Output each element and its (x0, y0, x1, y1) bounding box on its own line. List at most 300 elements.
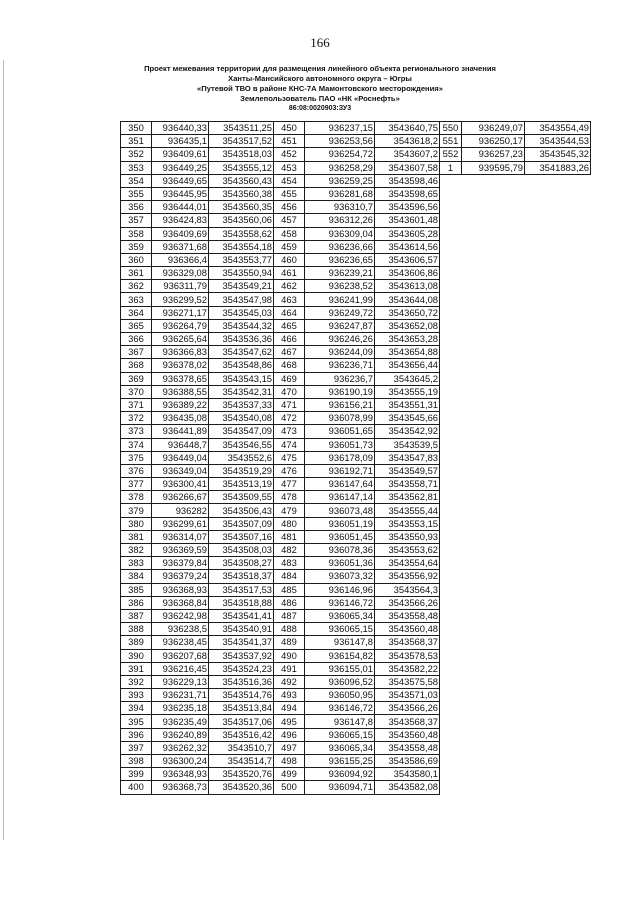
empty-cell (525, 702, 591, 715)
empty-cell (462, 240, 525, 253)
y-coordinate-cell: 3543514,7 (209, 755, 274, 768)
y-coordinate-cell: 3543544,53 (525, 135, 591, 148)
x-coordinate-cell: 936190,19 (305, 385, 375, 398)
point-number-cell: 500 (274, 781, 305, 794)
empty-cell (440, 187, 462, 200)
point-number-cell: 455 (274, 187, 305, 200)
x-coordinate-cell: 936262,32 (152, 741, 209, 754)
y-coordinate-cell: 3543568,37 (375, 715, 440, 728)
y-coordinate-cell: 3543517,52 (209, 135, 274, 148)
y-coordinate-cell: 3543548,86 (209, 359, 274, 372)
x-coordinate-cell: 936051,19 (305, 517, 375, 530)
x-coordinate-cell: 936409,69 (152, 227, 209, 240)
point-number-cell: 488 (274, 623, 305, 636)
x-coordinate-cell: 936310,7 (305, 201, 375, 214)
x-coordinate-cell: 936051,45 (305, 530, 375, 543)
table-row (121, 161, 591, 174)
x-coordinate-cell: 936388,55 (152, 385, 209, 398)
x-coordinate-cell: 936441,89 (152, 425, 209, 438)
point-number-cell: 467 (274, 346, 305, 359)
table-row (121, 451, 591, 464)
empty-cell (462, 755, 525, 768)
x-coordinate-cell: 936078,36 (305, 544, 375, 557)
point-number-cell: 485 (274, 583, 305, 596)
empty-cell (525, 306, 591, 319)
y-coordinate-cell: 3543644,08 (375, 293, 440, 306)
empty-cell (440, 596, 462, 609)
y-coordinate-cell: 3543547,09 (209, 425, 274, 438)
empty-cell (462, 689, 525, 702)
x-coordinate-cell: 936249,07 (462, 122, 525, 135)
point-number-cell: 491 (274, 662, 305, 675)
point-number-cell: 1 (440, 161, 462, 174)
empty-cell (462, 267, 525, 280)
left-margin-line (3, 60, 4, 840)
table-row (121, 689, 591, 702)
empty-cell (440, 649, 462, 662)
point-number-cell: 367 (121, 346, 152, 359)
y-coordinate-cell: 3543514,76 (209, 689, 274, 702)
x-coordinate-cell: 936265,64 (152, 333, 209, 346)
empty-cell (440, 583, 462, 596)
point-number-cell: 463 (274, 293, 305, 306)
y-coordinate-cell: 3543601,48 (375, 214, 440, 227)
point-number-cell: 493 (274, 689, 305, 702)
y-coordinate-cell: 3543555,12 (209, 161, 274, 174)
y-coordinate-cell: 3543551,31 (375, 398, 440, 411)
y-coordinate-cell: 3543542,31 (209, 385, 274, 398)
y-coordinate-cell: 3543508,27 (209, 557, 274, 570)
point-number-cell: 551 (440, 135, 462, 148)
x-coordinate-cell: 936369,59 (152, 544, 209, 557)
empty-cell (525, 253, 591, 266)
x-coordinate-cell: 936379,24 (152, 570, 209, 583)
empty-cell (440, 781, 462, 794)
x-coordinate-cell: 936240,89 (152, 728, 209, 741)
empty-cell (462, 201, 525, 214)
y-coordinate-cell: 3543537,92 (209, 649, 274, 662)
x-coordinate-cell: 936147,14 (305, 491, 375, 504)
x-coordinate-cell: 936050,95 (305, 689, 375, 702)
empty-cell (462, 464, 525, 477)
table-row (121, 135, 591, 148)
y-coordinate-cell: 3543582,08 (375, 781, 440, 794)
empty-cell (525, 451, 591, 464)
x-coordinate-cell: 936312,26 (305, 214, 375, 227)
y-coordinate-cell: 3543546,55 (209, 438, 274, 451)
x-coordinate-cell: 936238,52 (305, 280, 375, 293)
empty-cell (440, 530, 462, 543)
x-coordinate-cell: 936235,49 (152, 715, 209, 728)
y-coordinate-cell: 3543618,2 (375, 135, 440, 148)
point-number-cell: 468 (274, 359, 305, 372)
coordinates-table (120, 121, 591, 795)
empty-cell (440, 438, 462, 451)
point-number-cell: 550 (440, 122, 462, 135)
point-number-cell: 396 (121, 728, 152, 741)
empty-cell (462, 504, 525, 517)
empty-cell (462, 583, 525, 596)
empty-cell (525, 781, 591, 794)
point-number-cell: 458 (274, 227, 305, 240)
point-number-cell: 378 (121, 491, 152, 504)
point-number-cell: 498 (274, 755, 305, 768)
point-number-cell: 456 (274, 201, 305, 214)
y-coordinate-cell: 3541883,26 (525, 161, 591, 174)
table-row (121, 201, 591, 214)
point-number-cell: 358 (121, 227, 152, 240)
y-coordinate-cell: 3543541,41 (209, 609, 274, 622)
empty-cell (525, 187, 591, 200)
x-coordinate-cell: 936257,23 (462, 148, 525, 161)
table-row (121, 293, 591, 306)
y-coordinate-cell: 3543550,94 (209, 267, 274, 280)
point-number-cell: 381 (121, 530, 152, 543)
y-coordinate-cell: 3543558,62 (209, 227, 274, 240)
empty-cell (525, 425, 591, 438)
point-number-cell: 478 (274, 491, 305, 504)
x-coordinate-cell: 936309,04 (305, 227, 375, 240)
y-coordinate-cell: 3543607,58 (375, 161, 440, 174)
point-number-cell: 483 (274, 557, 305, 570)
point-number-cell: 400 (121, 781, 152, 794)
y-coordinate-cell: 3543539,5 (375, 438, 440, 451)
y-coordinate-cell: 3543568,37 (375, 636, 440, 649)
x-coordinate-cell: 936311,79 (152, 280, 209, 293)
empty-cell (440, 755, 462, 768)
empty-cell (525, 768, 591, 781)
table-row (121, 240, 591, 253)
y-coordinate-cell: 3543510,7 (209, 741, 274, 754)
empty-cell (462, 609, 525, 622)
empty-cell (440, 346, 462, 359)
empty-cell (462, 702, 525, 715)
y-coordinate-cell: 3543566,26 (375, 596, 440, 609)
point-number-cell: 480 (274, 517, 305, 530)
x-coordinate-cell: 936239,21 (305, 267, 375, 280)
x-coordinate-cell: 936266,67 (152, 491, 209, 504)
point-number-cell: 470 (274, 385, 305, 398)
empty-cell (462, 359, 525, 372)
x-coordinate-cell: 936244,09 (305, 346, 375, 359)
empty-cell (440, 412, 462, 425)
empty-cell (440, 662, 462, 675)
y-coordinate-cell: 3543560,48 (375, 623, 440, 636)
table-row (121, 557, 591, 570)
table-row (121, 372, 591, 385)
x-coordinate-cell: 936254,72 (305, 148, 375, 161)
y-coordinate-cell: 3543540,08 (209, 412, 274, 425)
y-coordinate-cell: 3543545,03 (209, 306, 274, 319)
point-number-cell: 461 (274, 267, 305, 280)
x-coordinate-cell: 936051,65 (305, 425, 375, 438)
x-coordinate-cell: 936246,26 (305, 333, 375, 346)
empty-cell (525, 755, 591, 768)
y-coordinate-cell: 3543558,71 (375, 478, 440, 491)
x-coordinate-cell: 936051,36 (305, 557, 375, 570)
empty-cell (462, 280, 525, 293)
point-number-cell: 380 (121, 517, 152, 530)
x-coordinate-cell: 936065,15 (305, 728, 375, 741)
point-number-cell: 492 (274, 675, 305, 688)
y-coordinate-cell: 3543606,86 (375, 267, 440, 280)
x-coordinate-cell: 939595,79 (462, 161, 525, 174)
y-coordinate-cell: 3543580,1 (375, 768, 440, 781)
x-coordinate-cell: 936156,21 (305, 398, 375, 411)
point-number-cell: 495 (274, 715, 305, 728)
x-coordinate-cell: 936299,52 (152, 293, 209, 306)
table-row (121, 504, 591, 517)
x-coordinate-cell: 936271,17 (152, 306, 209, 319)
x-coordinate-cell: 936216,45 (152, 662, 209, 675)
x-coordinate-cell: 936314,07 (152, 530, 209, 543)
point-number-cell: 373 (121, 425, 152, 438)
empty-cell (462, 319, 525, 332)
y-coordinate-cell: 3543550,93 (375, 530, 440, 543)
y-coordinate-cell: 3543541,37 (209, 636, 274, 649)
x-coordinate-cell: 936073,32 (305, 570, 375, 583)
y-coordinate-cell: 3543518,88 (209, 596, 274, 609)
y-coordinate-cell: 3543560,35 (209, 201, 274, 214)
empty-cell (440, 201, 462, 214)
x-coordinate-cell: 936236,66 (305, 240, 375, 253)
point-number-cell: 460 (274, 253, 305, 266)
x-coordinate-cell: 936094,71 (305, 781, 375, 794)
empty-cell (462, 478, 525, 491)
point-number-cell: 474 (274, 438, 305, 451)
empty-cell (525, 201, 591, 214)
empty-cell (525, 438, 591, 451)
x-coordinate-cell: 936207,68 (152, 649, 209, 662)
point-number-cell: 379 (121, 504, 152, 517)
x-coordinate-cell: 936264,79 (152, 319, 209, 332)
table-row (121, 187, 591, 200)
empty-cell (525, 385, 591, 398)
point-number-cell: 392 (121, 675, 152, 688)
x-coordinate-cell: 936073,48 (305, 504, 375, 517)
table-row (121, 570, 591, 583)
point-number-cell: 363 (121, 293, 152, 306)
y-coordinate-cell: 3543575,58 (375, 675, 440, 688)
x-coordinate-cell: 936192,71 (305, 464, 375, 477)
point-number-cell: 465 (274, 319, 305, 332)
y-coordinate-cell: 3543520,36 (209, 781, 274, 794)
empty-cell (462, 187, 525, 200)
empty-cell (525, 596, 591, 609)
empty-cell (440, 227, 462, 240)
y-coordinate-cell: 3543586,69 (375, 755, 440, 768)
point-number-cell: 357 (121, 214, 152, 227)
y-coordinate-cell: 3543553,15 (375, 517, 440, 530)
y-coordinate-cell: 3543506,43 (209, 504, 274, 517)
x-coordinate-cell: 936147,8 (305, 636, 375, 649)
y-coordinate-cell: 3543513,19 (209, 478, 274, 491)
y-coordinate-cell: 3543509,55 (209, 491, 274, 504)
y-coordinate-cell: 3543517,06 (209, 715, 274, 728)
y-coordinate-cell: 3543598,46 (375, 174, 440, 187)
empty-cell (525, 741, 591, 754)
table-row (121, 583, 591, 596)
point-number-cell: 472 (274, 412, 305, 425)
empty-cell (525, 517, 591, 530)
y-coordinate-cell: 3543545,66 (375, 412, 440, 425)
y-coordinate-cell: 3543524,23 (209, 662, 274, 675)
empty-cell (462, 333, 525, 346)
empty-cell (525, 319, 591, 332)
empty-cell (440, 253, 462, 266)
point-number-cell: 471 (274, 398, 305, 411)
empty-cell (462, 306, 525, 319)
y-coordinate-cell: 3543507,16 (209, 530, 274, 543)
empty-cell (525, 557, 591, 570)
x-coordinate-cell: 936440,33 (152, 122, 209, 135)
y-coordinate-cell: 3543508,03 (209, 544, 274, 557)
y-coordinate-cell: 3543517,53 (209, 583, 274, 596)
empty-cell (462, 438, 525, 451)
x-coordinate-cell: 936281,68 (305, 187, 375, 200)
table-row (121, 214, 591, 227)
point-number-cell: 481 (274, 530, 305, 543)
header-cadastral-number: 86:08:0020903:ЗУ3 (288, 105, 352, 112)
y-coordinate-cell: 3543582,22 (375, 662, 440, 675)
x-coordinate-cell: 936371,68 (152, 240, 209, 253)
x-coordinate-cell: 936065,34 (305, 609, 375, 622)
table-row (121, 333, 591, 346)
y-coordinate-cell: 3543553,77 (209, 253, 274, 266)
empty-cell (525, 398, 591, 411)
y-coordinate-cell: 3543544,32 (209, 319, 274, 332)
x-coordinate-cell: 936155,25 (305, 755, 375, 768)
x-coordinate-cell: 936378,02 (152, 359, 209, 372)
empty-cell (525, 464, 591, 477)
empty-cell (462, 544, 525, 557)
empty-cell (440, 319, 462, 332)
table-row (121, 544, 591, 557)
y-coordinate-cell: 3543613,08 (375, 280, 440, 293)
point-number-cell: 393 (121, 689, 152, 702)
x-coordinate-cell: 936368,93 (152, 583, 209, 596)
y-coordinate-cell: 3543555,44 (375, 504, 440, 517)
point-number-cell: 376 (121, 464, 152, 477)
point-number-cell: 452 (274, 148, 305, 161)
empty-cell (440, 609, 462, 622)
y-coordinate-cell: 3543605,28 (375, 227, 440, 240)
empty-cell (440, 478, 462, 491)
y-coordinate-cell: 3543537,33 (209, 398, 274, 411)
point-number-cell: 353 (121, 161, 152, 174)
empty-cell (525, 214, 591, 227)
x-coordinate-cell: 936444,01 (152, 201, 209, 214)
x-coordinate-cell: 936366,83 (152, 346, 209, 359)
table-row (121, 346, 591, 359)
point-number-cell: 391 (121, 662, 152, 675)
y-coordinate-cell: 3543562,81 (375, 491, 440, 504)
table-row (121, 398, 591, 411)
x-coordinate-cell: 936051,73 (305, 438, 375, 451)
empty-cell (462, 174, 525, 187)
empty-cell (440, 398, 462, 411)
x-coordinate-cell: 936378,65 (152, 372, 209, 385)
empty-cell (462, 412, 525, 425)
x-coordinate-cell: 936147,64 (305, 478, 375, 491)
empty-cell (440, 333, 462, 346)
y-coordinate-cell: 3543598,65 (375, 187, 440, 200)
empty-cell (440, 689, 462, 702)
x-coordinate-cell: 936236,65 (305, 253, 375, 266)
empty-cell (525, 728, 591, 741)
y-coordinate-cell: 3543553,62 (375, 544, 440, 557)
point-number-cell: 454 (274, 174, 305, 187)
point-number-cell: 387 (121, 609, 152, 622)
table-row (121, 253, 591, 266)
point-number-cell: 359 (121, 240, 152, 253)
y-coordinate-cell: 3543547,98 (209, 293, 274, 306)
y-coordinate-cell: 3543549,21 (209, 280, 274, 293)
point-number-cell: 497 (274, 741, 305, 754)
table-row (121, 306, 591, 319)
empty-cell (440, 636, 462, 649)
x-coordinate-cell: 936366,4 (152, 253, 209, 266)
point-number-cell: 476 (274, 464, 305, 477)
x-coordinate-cell: 936449,65 (152, 174, 209, 187)
y-coordinate-cell: 3543558,48 (375, 741, 440, 754)
y-coordinate-cell: 3543640,75 (375, 122, 440, 135)
point-number-cell: 477 (274, 478, 305, 491)
point-number-cell: 466 (274, 333, 305, 346)
table-row (121, 412, 591, 425)
x-coordinate-cell: 936065,34 (305, 741, 375, 754)
empty-cell (462, 372, 525, 385)
table-row (121, 478, 591, 491)
empty-cell (462, 596, 525, 609)
y-coordinate-cell: 3543549,57 (375, 464, 440, 477)
point-number-cell: 489 (274, 636, 305, 649)
empty-cell (525, 609, 591, 622)
y-coordinate-cell: 3543607,2 (375, 148, 440, 161)
point-number-cell: 371 (121, 398, 152, 411)
table-row (121, 280, 591, 293)
y-coordinate-cell: 3543653,28 (375, 333, 440, 346)
y-coordinate-cell: 3543556,92 (375, 570, 440, 583)
empty-cell (440, 214, 462, 227)
x-coordinate-cell: 936231,71 (152, 689, 209, 702)
y-coordinate-cell: 3543516,42 (209, 728, 274, 741)
point-number-cell: 354 (121, 174, 152, 187)
table-row (121, 755, 591, 768)
x-coordinate-cell: 936348,93 (152, 768, 209, 781)
empty-cell (440, 425, 462, 438)
table-row (121, 728, 591, 741)
empty-cell (525, 267, 591, 280)
empty-cell (440, 675, 462, 688)
y-coordinate-cell: 3543656,44 (375, 359, 440, 372)
empty-cell (525, 649, 591, 662)
point-number-cell: 494 (274, 702, 305, 715)
point-number-cell: 399 (121, 768, 152, 781)
y-coordinate-cell: 3543650,72 (375, 306, 440, 319)
point-number-cell: 475 (274, 451, 305, 464)
x-coordinate-cell: 936242,98 (152, 609, 209, 622)
y-coordinate-cell: 3543560,06 (209, 214, 274, 227)
empty-cell (525, 174, 591, 187)
x-coordinate-cell: 936409,61 (152, 148, 209, 161)
table-row (121, 781, 591, 794)
point-number-cell: 496 (274, 728, 305, 741)
point-number-cell: 374 (121, 438, 152, 451)
empty-cell (440, 464, 462, 477)
y-coordinate-cell: 3543654,88 (375, 346, 440, 359)
x-coordinate-cell: 936250,17 (462, 135, 525, 148)
